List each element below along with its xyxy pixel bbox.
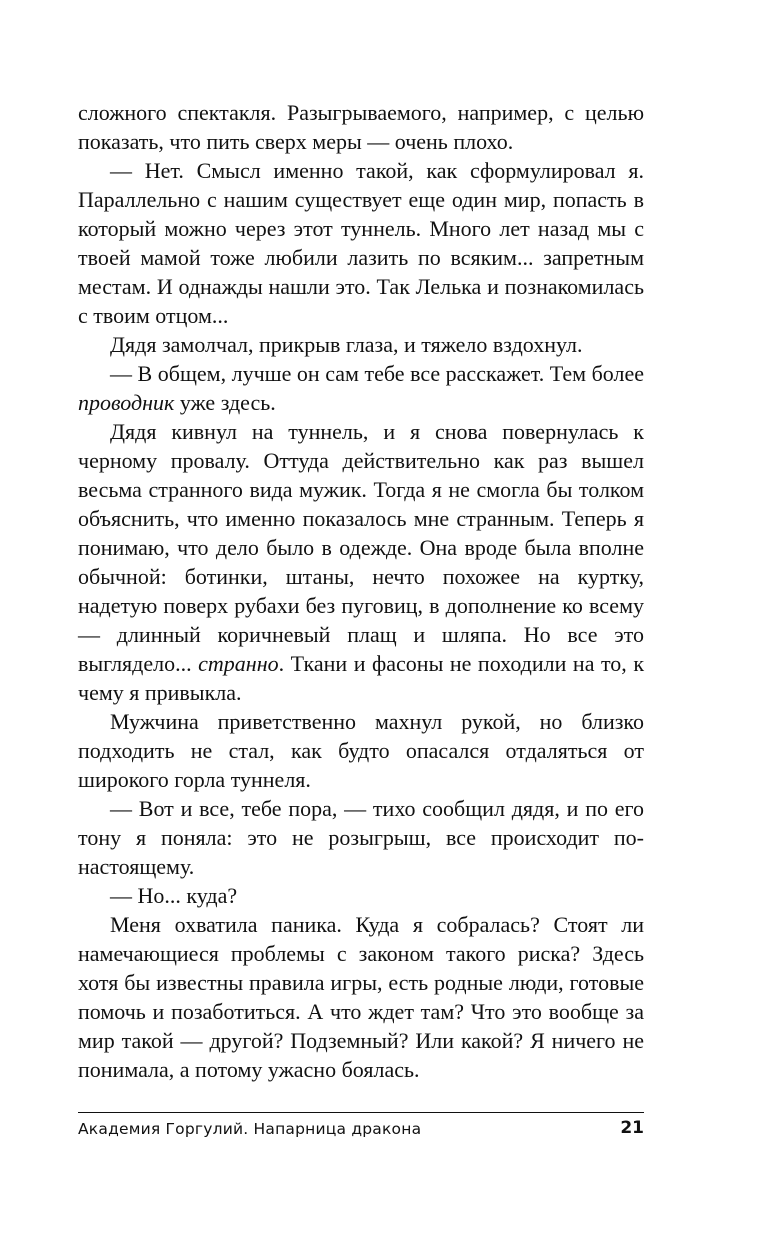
paragraph-3: Дядя замолчал, прикрыв глаза, и тяжело вздохнул. — [110, 332, 583, 357]
paragraph-2: — Нет. Смысл именно такой, как сформулировал я. Параллельно с нашим существует еще один мир, попасть в который можно через этот туннель. Много лет назад мы с твоей мамой тоже любили лазить по всяким... запретным местам. И однажды нашли это. Так Лелька и познакомилась с твоим отцом... — [78, 158, 644, 328]
emphasis-stranno: странно — [198, 651, 279, 676]
footer-divider — [78, 1112, 644, 1113]
paragraph-4-text-after: уже здесь. — [174, 390, 276, 415]
page-number: 21 — [620, 1118, 644, 1138]
paragraph-6: Мужчина приветственно махнул рукой, но близко подходить не стал, как будто опасался отдаляться от широкого горла туннеля. — [78, 709, 644, 792]
paragraph-4 — [78, 359, 644, 417]
running-footer-book-title: Академия Горгулий. Напарница дракона — [78, 1120, 422, 1138]
paragraph-1: сложного спектакля. Разыгрываемого, например, с целью показать, что пить сверх меры — очень плохо. — [78, 100, 644, 154]
paragraph-4-text-before: — В общем, лучше он сам тебе все расскажет. Тем более — [110, 361, 644, 386]
paragraph-5 — [78, 417, 644, 707]
emphasis-provodnik: проводник — [78, 390, 175, 415]
paragraph-5-text-after: . Ткани и фасоны не походили на то, к чему я привыкла. — [78, 651, 645, 705]
paragraph-7: — Вот и все, тебе пора, — тихо сообщил дядя, и по его тону я поняла: это не розыгрыш, все происходит по-настоящему. — [78, 796, 644, 879]
page-body-text — [78, 98, 644, 1084]
paragraph-8: — Но... куда? — [110, 883, 238, 908]
paragraph-9: Меня охватила паника. Куда я собралась? Стоят ли намечающиеся проблемы с законом такого риска? Здесь хотя бы известны правила игры, есть родные люди, готовые помочь и позаботиться. А что ждет там? Что это вообще за мир такой — другой? Подземный? Или какой? Я ничего не понимала, а потому ужасно боялась. — [78, 912, 644, 1082]
paragraph-5-text-before: Дядя кивнул на туннель, и я снова повернулась к черному провалу. Оттуда действительно как раз вышел весьма странного вида мужик. Тогда я не смогла бы толком объяснить, что именно показалось мне странным. Теперь я понимаю, что дело было в одежде. Она вроде была вполне обычной: ботинки, штаны, нечто похожее на куртку, надетую поверх рубахи без пуговиц, в дополнение ко всему — длинный коричневый плащ и шляпа. Но все это выглядело... — [78, 419, 644, 676]
